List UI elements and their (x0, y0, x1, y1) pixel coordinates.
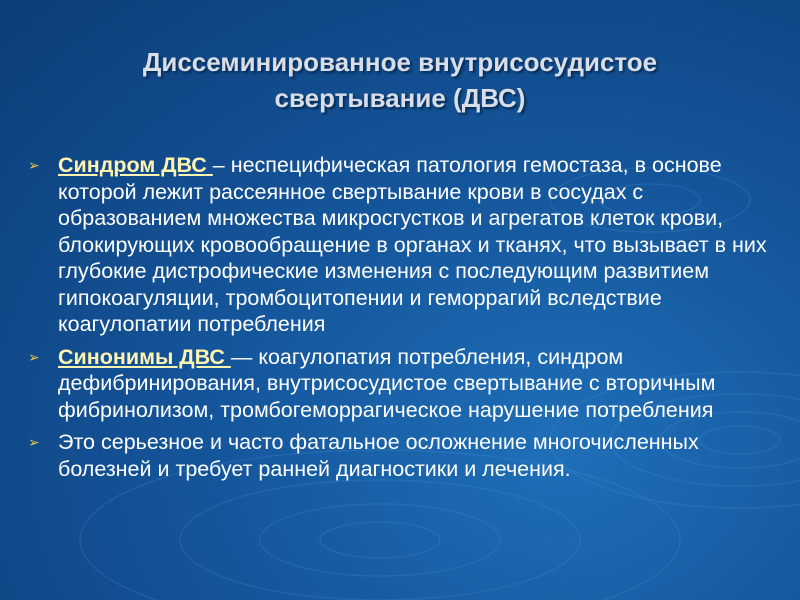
bullet-item-definition (24, 152, 776, 338)
slide-title-line-2: свертывание (ДВС) (274, 83, 526, 113)
bullet-term: Синдром ДВС (58, 153, 213, 177)
bullet-text: — коагулопатия потребления, синдром дефибринирования, внутрисосудистое свертывание с вторичным фибринолизом, тромбогеморрагическое нарушение потребления (58, 344, 716, 422)
slide-title (40, 44, 760, 116)
bullet-text: Это серьезное и часто фатальное осложнение многочисленных болезней и требует ранней диагностики и лечения. (58, 430, 699, 481)
arrow-bullet-icon: ➢ (28, 157, 40, 173)
slide-title-line-1: Диссеминированное внутрисосудистое (142, 47, 658, 77)
bullet-term: Синонимы ДВС (58, 344, 231, 369)
bullet-item-synonyms (24, 344, 776, 424)
arrow-bullet-icon: ➢ (28, 434, 40, 450)
bullet-text: – неспецифическая патология гемостаза, в основе которой лежит рассеянное свертывание крови в сосудах с образованием множества микросгустков и агрегатов клеток крови, блокирующих кровообращение в органах и тканях, что вызывает в них глубокие дистрофические изменения с последующим развитием гипокоагуляции, тромбоцитопении и геморрагий вследствие коагулопатии потребления (58, 153, 767, 336)
bullet-list (24, 152, 776, 488)
bullet-item-significance (24, 429, 776, 482)
arrow-bullet-icon: ➢ (28, 348, 40, 365)
